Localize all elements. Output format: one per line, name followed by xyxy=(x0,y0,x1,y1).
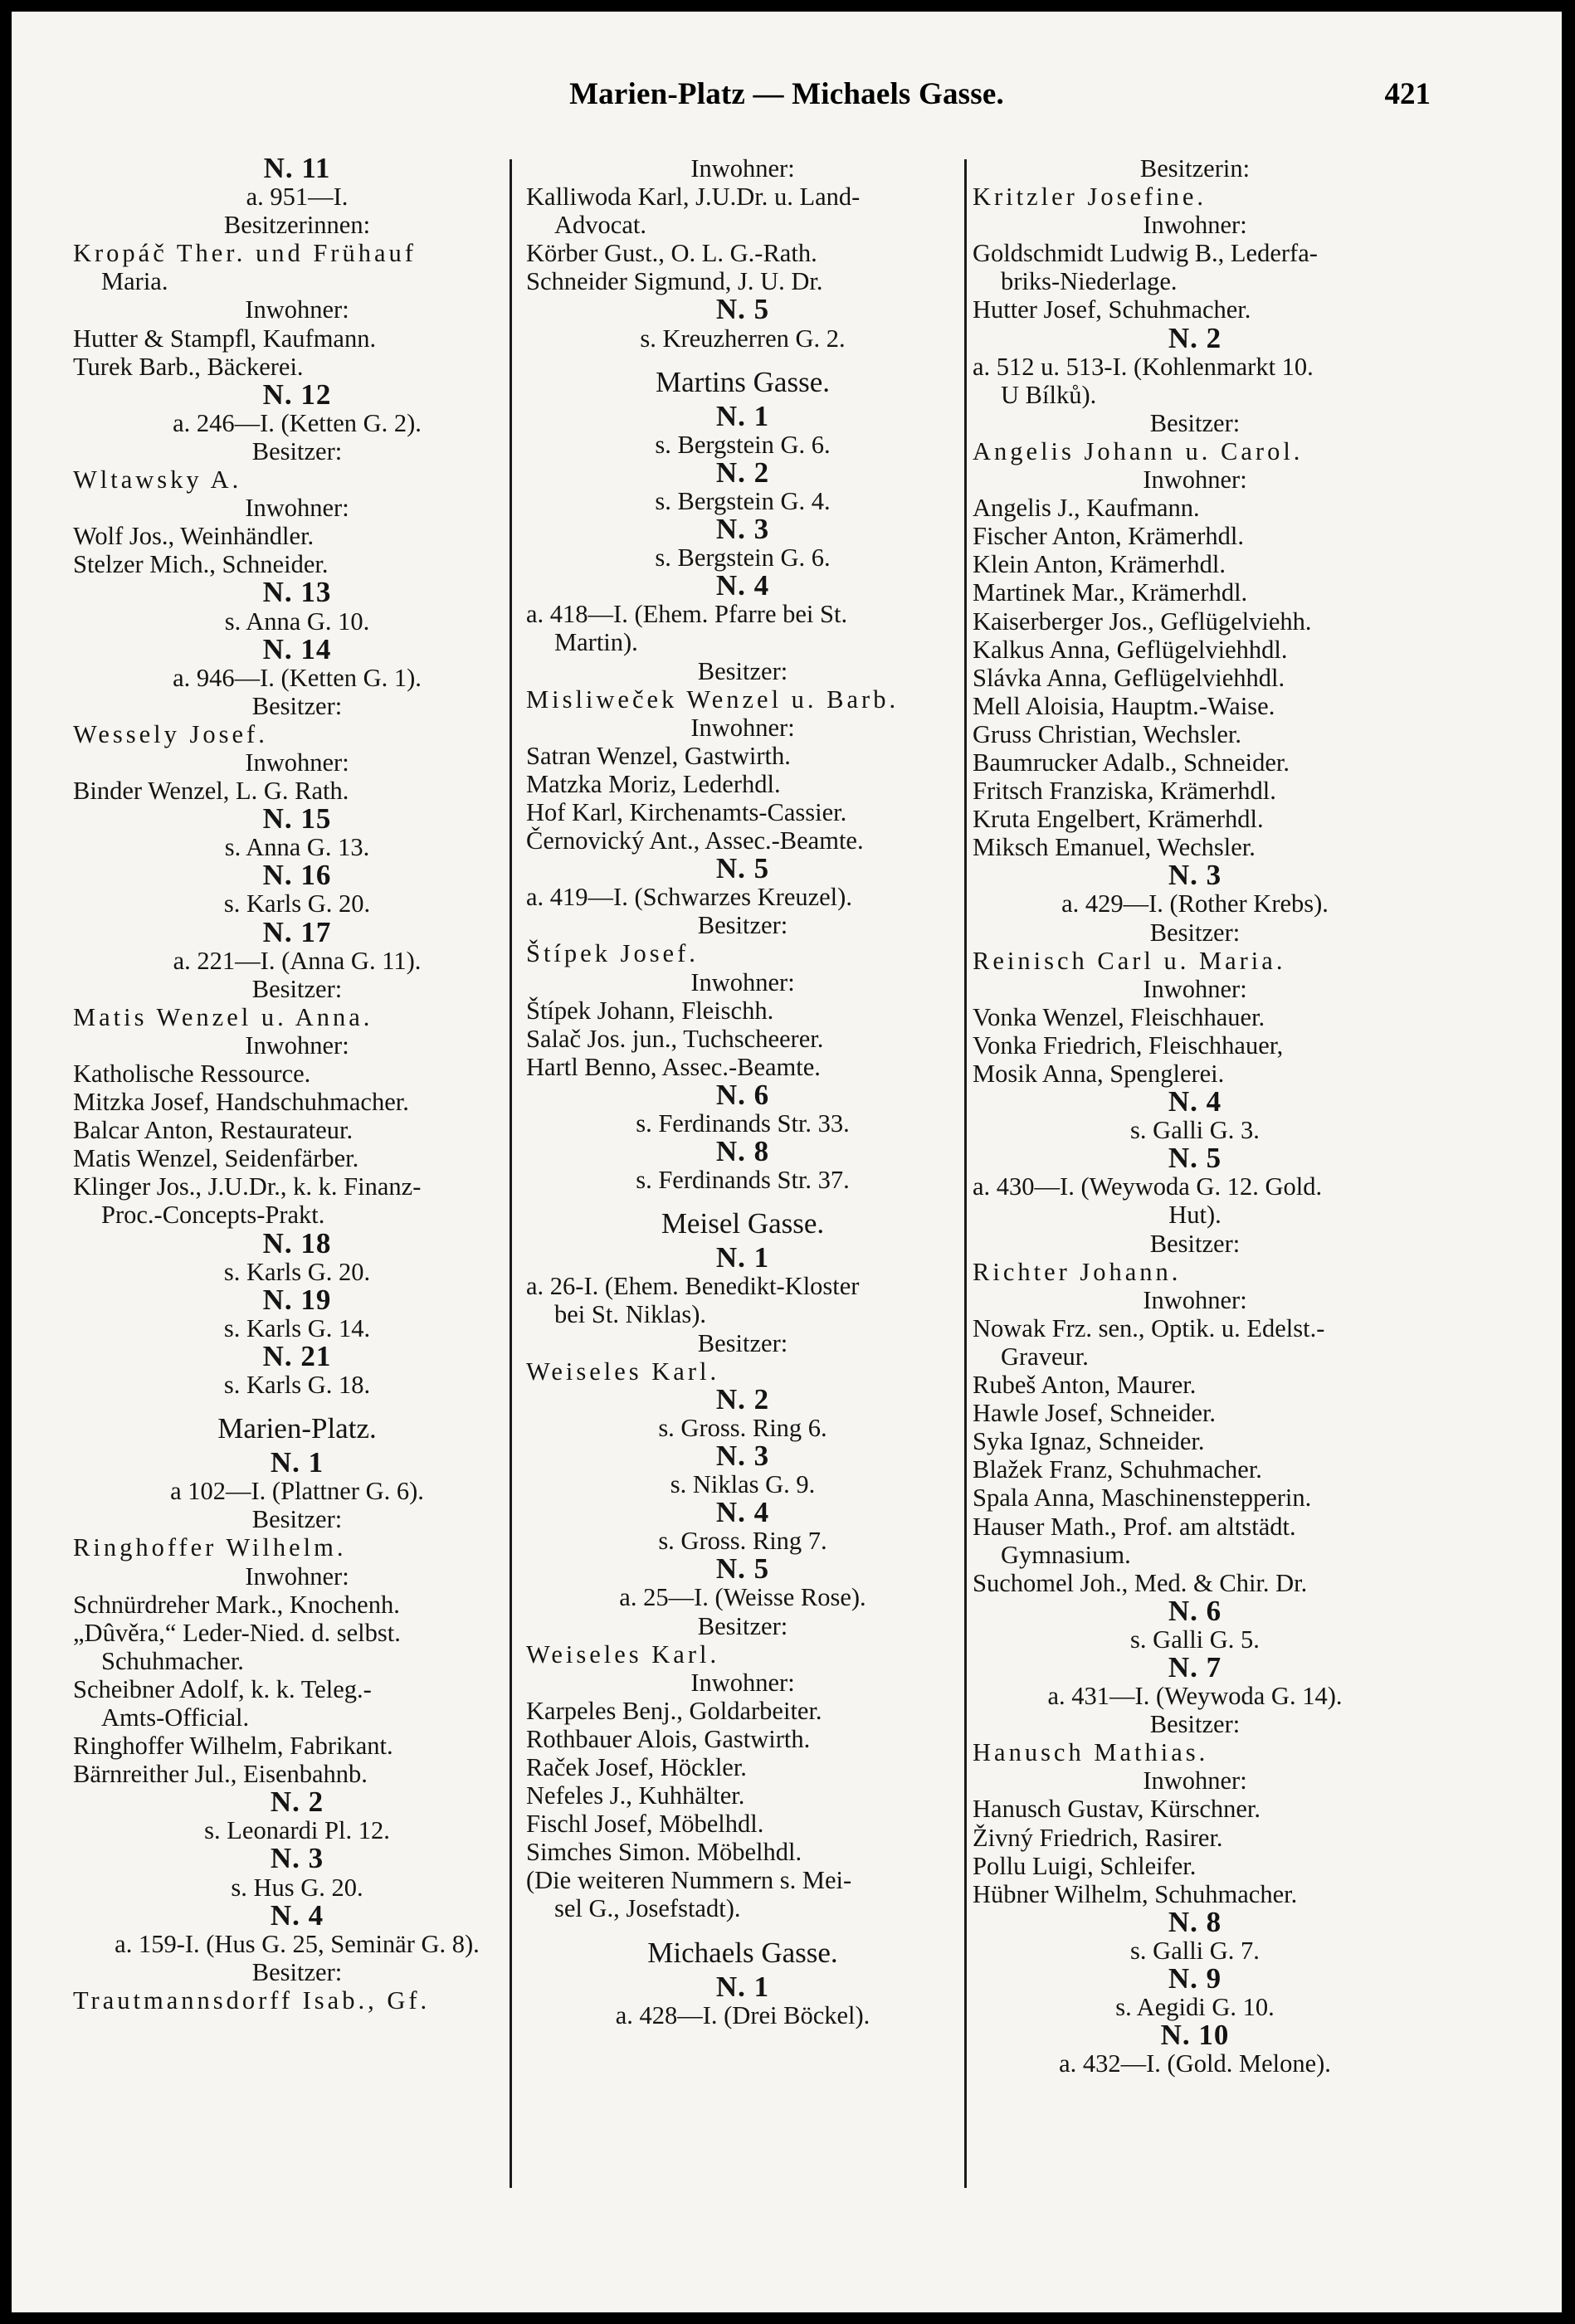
entry-label: Besitzer: xyxy=(251,691,343,720)
house-number-heading: N. 9 xyxy=(1168,1962,1222,1995)
directory-entry: Baumrucker Adalb., Schneider. xyxy=(973,748,1290,777)
house-number-heading: N. 1 xyxy=(715,1241,770,1274)
entry-continuation: briks-Niederlage. xyxy=(1001,267,1178,296)
directory-entry: Körber Gust., O. L. G.-Rath. xyxy=(526,239,817,268)
entry-continuation: Graveur. xyxy=(1001,1342,1089,1371)
house-number-heading: N. 1 xyxy=(715,1970,770,2003)
entry-continuation: Schuhmacher. xyxy=(101,1646,244,1675)
column-middle xyxy=(526,154,959,2029)
directory-entry: Kaiserberger Jos., Geflügelviehh. xyxy=(973,607,1312,636)
directory-entry: Salač Jos. jun., Tuchscheerer. xyxy=(526,1024,824,1053)
house-number-heading: N. 5 xyxy=(715,852,770,885)
column-left xyxy=(73,154,521,2015)
owner-name: Trautmannsdorff Isab., Gf. xyxy=(73,1985,431,2015)
house-number-heading: N. 4 xyxy=(1168,1085,1222,1118)
owner-name: Weiseles Karl. xyxy=(526,1639,720,1669)
entry-continuation: Martin). xyxy=(554,628,638,657)
directory-entry: Binder Wenzel, L. G. Rath. xyxy=(73,777,349,806)
directory-entry: Klinger Jos., J.U.Dr., k. k. Finanz- xyxy=(73,1172,422,1201)
directory-entry: a. 418—I. (Ehem. Pfarre bei St. xyxy=(526,600,848,629)
directory-entry: Goldschmidt Ludwig B., Lederfa- xyxy=(973,239,1318,268)
directory-entry: Stelzer Mich., Schneider. xyxy=(73,550,329,579)
directory-entry: Matzka Moriz, Lederhdl. xyxy=(526,769,781,798)
entry-label: Besitzerin: xyxy=(1139,154,1251,183)
entry-label: Besitzer: xyxy=(251,1505,343,1534)
house-number-heading: N. 5 xyxy=(715,1552,770,1586)
directory-entry: Hof Karl, Kirchenamts-Cassier. xyxy=(526,797,847,826)
entry-label: Inwohner: xyxy=(245,1030,349,1060)
entry-label: a. 246—I. (Ketten G. 2). xyxy=(173,408,422,437)
book-page xyxy=(12,12,1562,2312)
house-number-heading: N. 2 xyxy=(1168,321,1222,354)
directory-entry: Suchomel Joh., Med. & Chir. Dr. xyxy=(973,1568,1308,1597)
entry-label: s. Bergstein G. 6. xyxy=(655,543,831,572)
entry-label: Besitzer: xyxy=(697,656,788,685)
entry-label: Inwohner: xyxy=(1143,211,1247,240)
page-number: 421 xyxy=(1384,77,1431,111)
entry-label: s. Anna G. 13. xyxy=(224,833,370,862)
directory-entry: Schneider Sigmund, J. U. Dr. xyxy=(526,267,823,296)
directory-entry: Balcar Anton, Restaurateur. xyxy=(73,1116,354,1145)
entry-label: Inwohner: xyxy=(690,154,795,183)
entry-continuation: Maria. xyxy=(101,267,168,296)
entry-label: s. Galli G. 7. xyxy=(1130,1936,1260,1965)
entry-label: a. 432—I. (Gold. Melone). xyxy=(1059,2049,1331,2078)
entry-label: s. Bergstein G. 6. xyxy=(655,430,831,459)
entry-label: Besitzer: xyxy=(251,974,343,1003)
entry-label: Inwohner: xyxy=(245,494,349,523)
entry-label: a. 221—I. (Anna G. 11). xyxy=(173,946,422,975)
directory-entry: Slávka Anna, Geflügelviehhdl. xyxy=(973,663,1285,692)
owner-name: Hanusch Mathias. xyxy=(973,1738,1209,1767)
entry-label: s. Karls G. 14. xyxy=(223,1313,371,1342)
house-number-heading: N. 7 xyxy=(1168,1650,1222,1683)
entry-label: Besitzer: xyxy=(1149,1229,1241,1258)
directory-entry: Kalliwoda Karl, J.U.Dr. u. Land- xyxy=(526,183,861,212)
entry-continuation: Amts-Official. xyxy=(101,1703,250,1732)
entry-label: s. Niklas G. 9. xyxy=(670,1470,816,1499)
house-number-heading: N. 1 xyxy=(270,1446,324,1479)
directory-entry: Fischl Josef, Möbelhdl. xyxy=(526,1810,764,1839)
entry-label: Inwohner: xyxy=(690,967,795,996)
house-number-heading: N. 15 xyxy=(262,802,332,836)
page-header-title: Marien-Platz — Michaels Gasse. xyxy=(569,77,1004,111)
house-number-heading: N. 1 xyxy=(715,399,770,432)
house-number-heading: N. 6 xyxy=(1168,1594,1222,1627)
entry-label: s. Gross. Ring 6. xyxy=(658,1413,827,1442)
house-number-heading: N. 8 xyxy=(1168,1905,1222,1938)
house-number-heading: N. 2 xyxy=(715,456,770,489)
directory-entry: Kruta Engelbert, Krämerhdl. xyxy=(973,805,1264,834)
directory-entry: Martinek Mar., Krämerhdl. xyxy=(973,578,1248,607)
entry-label: s. Aegidi G. 10. xyxy=(1115,1993,1275,2022)
entry-label: a. 431—I. (Weywoda G. 14). xyxy=(1047,1682,1343,1711)
entry-label: Inwohner: xyxy=(245,748,349,777)
entry-label: s. Leonardi Pl. 12. xyxy=(204,1816,390,1845)
directory-entry: Bärnreither Jul., Eisenbahnb. xyxy=(73,1760,368,1789)
house-number-heading: N. 3 xyxy=(715,1439,770,1472)
street-heading: Meisel Gasse. xyxy=(661,1207,825,1240)
directory-entry: Blažek Franz, Schuhmacher. xyxy=(973,1455,1262,1484)
directory-entry: Gruss Christian, Wechsler. xyxy=(973,719,1241,748)
owner-name: Štípek Josef. xyxy=(526,939,699,968)
directory-entry: Wolf Jos., Weinhändler. xyxy=(73,522,315,551)
entry-label: Inwohner: xyxy=(1143,465,1247,495)
house-number-heading: N. 4 xyxy=(715,1496,770,1529)
directory-entry: Nefeles J., Kuhhälter. xyxy=(526,1781,745,1810)
directory-entry: Turek Barb., Bäckerei. xyxy=(73,352,304,381)
entry-label: a 102—I. (Plattner G. 6). xyxy=(170,1477,424,1506)
directory-entry: Hanusch Gustav, Kürschner. xyxy=(973,1795,1260,1824)
entry-label: s. Ferdinands Str. 33. xyxy=(636,1109,850,1138)
house-number-heading: N. 10 xyxy=(1160,2019,1230,2052)
directory-entry: Nowak Frz. sen., Optik. u. Edelst.- xyxy=(973,1313,1325,1342)
entry-label: Inwohner: xyxy=(245,295,349,324)
entry-label: Besitzer: xyxy=(251,1957,343,1986)
entry-label: s. Karls G. 18. xyxy=(223,1371,371,1400)
entry-continuation: bei St. Niklas). xyxy=(554,1300,706,1329)
entry-label: a. 428—I. (Drei Böckel). xyxy=(615,2000,870,2029)
directory-entry: Klein Anton, Krämerhdl. xyxy=(973,550,1226,579)
directory-entry: „Dûvěra,“ Leder-Nied. d. selbst. xyxy=(73,1618,401,1647)
entry-label: s. Galli G. 5. xyxy=(1130,1625,1260,1654)
house-number-heading: N. 19 xyxy=(262,1283,332,1316)
house-number-heading: N. 5 xyxy=(715,293,770,326)
entry-label: Inwohner: xyxy=(690,713,795,742)
directory-entry: a. 430—I. (Weywoda G. 12. Gold. xyxy=(973,1172,1323,1201)
house-number-heading: N. 5 xyxy=(1168,1142,1222,1175)
directory-entry: Vonka Friedrich, Fleischhauer, xyxy=(973,1030,1284,1060)
entry-label: a. 25—I. (Weisse Rose). xyxy=(619,1583,866,1612)
street-heading: Martins Gasse. xyxy=(656,365,830,398)
directory-entry: Živný Friedrich, Rasirer. xyxy=(973,1823,1223,1852)
entry-label: Besitzer: xyxy=(1149,918,1241,947)
directory-entry: Mosik Anna, Spenglerei. xyxy=(973,1060,1225,1088)
directory-entry: Hutter & Stampfl, Kaufmann. xyxy=(73,324,377,353)
entry-label: a. 159-I. (Hus G. 25, Seminär G. 8). xyxy=(115,1929,480,1958)
house-number-heading: N. 4 xyxy=(270,1898,324,1932)
directory-entry: Mitzka Josef, Handschuhmacher. xyxy=(73,1088,409,1117)
owner-name: Angelis Johann u. Carol. xyxy=(973,436,1304,465)
house-number-heading: N. 17 xyxy=(262,915,332,948)
column-right xyxy=(973,154,1417,2078)
house-number-heading: N. 11 xyxy=(263,152,331,184)
directory-entry: Hawle Josef, Schneider. xyxy=(973,1399,1217,1428)
directory-entry: Matis Wenzel, Seidenfärber. xyxy=(73,1144,359,1173)
directory-entry: Raček Josef, Höckler. xyxy=(526,1752,747,1781)
directory-entry: a. 512 u. 513-I. (Kohlenmarkt 10. xyxy=(973,352,1314,381)
running-header xyxy=(12,76,1562,126)
entry-label: a. 429—I. (Rother Krebs). xyxy=(1061,889,1329,918)
house-number-heading: N. 2 xyxy=(270,1786,324,1819)
owner-name: Richter Johann. xyxy=(973,1257,1182,1286)
directory-entry: Miksch Emanuel, Wechsler. xyxy=(973,833,1256,862)
owner-name: Misliweček Wenzel u. Barb. xyxy=(526,685,900,714)
house-number-heading: N. 3 xyxy=(715,513,770,546)
entry-label: s. Galli G. 3. xyxy=(1130,1116,1260,1145)
directory-entry: a. 419—I. (Schwarzes Kreuzel). xyxy=(526,883,852,912)
owner-name: Matis Wenzel u. Anna. xyxy=(73,1002,373,1031)
house-number-heading: N. 8 xyxy=(715,1135,770,1168)
directory-entry: Scheibner Adolf, k. k. Teleg.- xyxy=(73,1674,372,1703)
directory-entry: Mell Aloisia, Hauptm.-Waise. xyxy=(973,691,1275,720)
entry-label: s. Gross. Ring 7. xyxy=(658,1527,827,1556)
entry-label: s. Ferdinands Str. 37. xyxy=(636,1166,850,1195)
directory-entry: Satran Wenzel, Gastwirth. xyxy=(526,741,791,770)
directory-entry: Hübner Wilhelm, Schuhmacher. xyxy=(973,1879,1298,1908)
entry-label: Besitzer: xyxy=(251,436,343,465)
entry-label: s. Kreuzherren G. 2. xyxy=(640,324,846,353)
entry-label: s. Anna G. 10. xyxy=(224,607,370,636)
directory-entry: Pollu Luigi, Schleifer. xyxy=(973,1851,1197,1880)
house-number-heading: N. 14 xyxy=(262,632,332,665)
entry-label: s. Hus G. 20. xyxy=(231,1873,363,1902)
entry-label: Inwohner: xyxy=(1143,974,1247,1003)
entry-label: Inwohner: xyxy=(690,1668,795,1697)
directory-entry: Katholische Ressource. xyxy=(73,1060,311,1088)
directory-entry: Syka Ignaz, Schneider. xyxy=(973,1427,1205,1456)
entry-continuation: U Bílků). xyxy=(1001,380,1097,409)
house-number-heading: N. 3 xyxy=(270,1842,324,1875)
directory-entry: Rubeš Anton, Maurer. xyxy=(973,1371,1197,1400)
entry-continuation: Proc.-Concepts-Prakt. xyxy=(101,1201,325,1230)
house-number-heading: N. 4 xyxy=(715,569,770,602)
house-number-heading: N. 13 xyxy=(262,576,332,609)
street-heading: Marien-Platz. xyxy=(217,1412,377,1445)
directory-entry: (Die weiteren Nummern s. Mei- xyxy=(526,1866,852,1895)
directory-entry: Hutter Josef, Schuhmacher. xyxy=(973,295,1251,324)
directory-entry: Štípek Johann, Fleischh. xyxy=(526,996,774,1025)
directory-entry: Spala Anna, Maschinenstepperin. xyxy=(973,1484,1312,1513)
directory-entry: Hauser Math., Prof. am altstädt. xyxy=(973,1512,1296,1541)
entry-continuation: Gymnasium. xyxy=(1001,1540,1131,1569)
entry-label: Besitzer: xyxy=(1149,408,1241,437)
owner-name: Kritzler Josefine. xyxy=(973,183,1207,212)
street-heading: Michaels Gasse. xyxy=(647,1936,838,1969)
directory-entry: Vonka Wenzel, Fleischhauer. xyxy=(973,1002,1265,1031)
directory-entry: Rothbauer Alois, Gastwirth. xyxy=(526,1724,811,1753)
directory-entry: Hartl Benno, Assec.-Beamte. xyxy=(526,1052,821,1081)
directory-entry: Fritsch Franziska, Krämerhdl. xyxy=(973,777,1276,806)
directory-entry: Karpeles Benj., Goldarbeiter. xyxy=(526,1696,822,1725)
entry-label: Besitzer: xyxy=(697,1328,788,1357)
directory-entry: a. 26-I. (Ehem. Benedikt-Kloster xyxy=(526,1272,860,1301)
entry-continuation: sel G., Josefstadt). xyxy=(554,1894,741,1923)
directory-entry: Simches Simon. Möbelhdl. xyxy=(526,1838,802,1867)
entry-continuation: Advocat. xyxy=(554,211,646,240)
directory-entry: Hut). xyxy=(1168,1201,1221,1230)
house-number-heading: N. 6 xyxy=(715,1078,770,1111)
entry-label: a. 946—I. (Ketten G. 1). xyxy=(173,663,422,692)
entry-label: Besitzerinnen: xyxy=(223,211,371,240)
owner-name: Kropáč Ther. und Frühauf xyxy=(73,239,417,268)
directory-entry: Schnürdreher Mark., Knochenh. xyxy=(73,1590,400,1619)
entry-label: s. Karls G. 20. xyxy=(223,1257,371,1286)
directory-entry: Ringhoffer Wilhelm, Fabrikant. xyxy=(73,1732,393,1761)
directory-entry: Černovický Ant., Assec.-Beamte. xyxy=(526,826,864,855)
entry-label: Inwohner: xyxy=(245,1562,349,1591)
column-divider xyxy=(964,159,967,2188)
entry-label: Inwohner: xyxy=(1143,1766,1247,1795)
entry-label: Besitzer: xyxy=(1149,1710,1241,1739)
entry-label: s. Bergstein G. 4. xyxy=(655,486,831,515)
owner-name: Ringhoffer Wilhelm. xyxy=(73,1533,347,1562)
house-number-heading: N. 16 xyxy=(262,859,332,892)
house-number-heading: N. 2 xyxy=(715,1382,770,1415)
house-number-heading: N. 21 xyxy=(262,1339,332,1372)
directory-entry: Angelis J., Kaufmann. xyxy=(973,494,1200,523)
entry-label: s. Karls G. 20. xyxy=(223,889,371,918)
directory-entry: Fischer Anton, Krämerhdl. xyxy=(973,522,1244,551)
house-number-heading: N. 18 xyxy=(262,1226,332,1259)
directory-entry: Kalkus Anna, Geflügelviehhdl. xyxy=(973,635,1288,664)
entry-label: a. 951—I. xyxy=(246,183,349,212)
owner-name: Wessely Josef. xyxy=(73,719,268,748)
entry-label: Besitzer: xyxy=(697,1611,788,1640)
owner-name: Wltawsky A. xyxy=(73,465,242,495)
entry-label: Inwohner: xyxy=(1143,1285,1247,1314)
house-number-heading: N. 12 xyxy=(262,378,332,411)
entry-label: Besitzer: xyxy=(697,911,788,940)
house-number-heading: N. 3 xyxy=(1168,859,1222,892)
owner-name: Weiseles Karl. xyxy=(526,1357,720,1386)
owner-name: Reinisch Carl u. Maria. xyxy=(973,946,1286,975)
